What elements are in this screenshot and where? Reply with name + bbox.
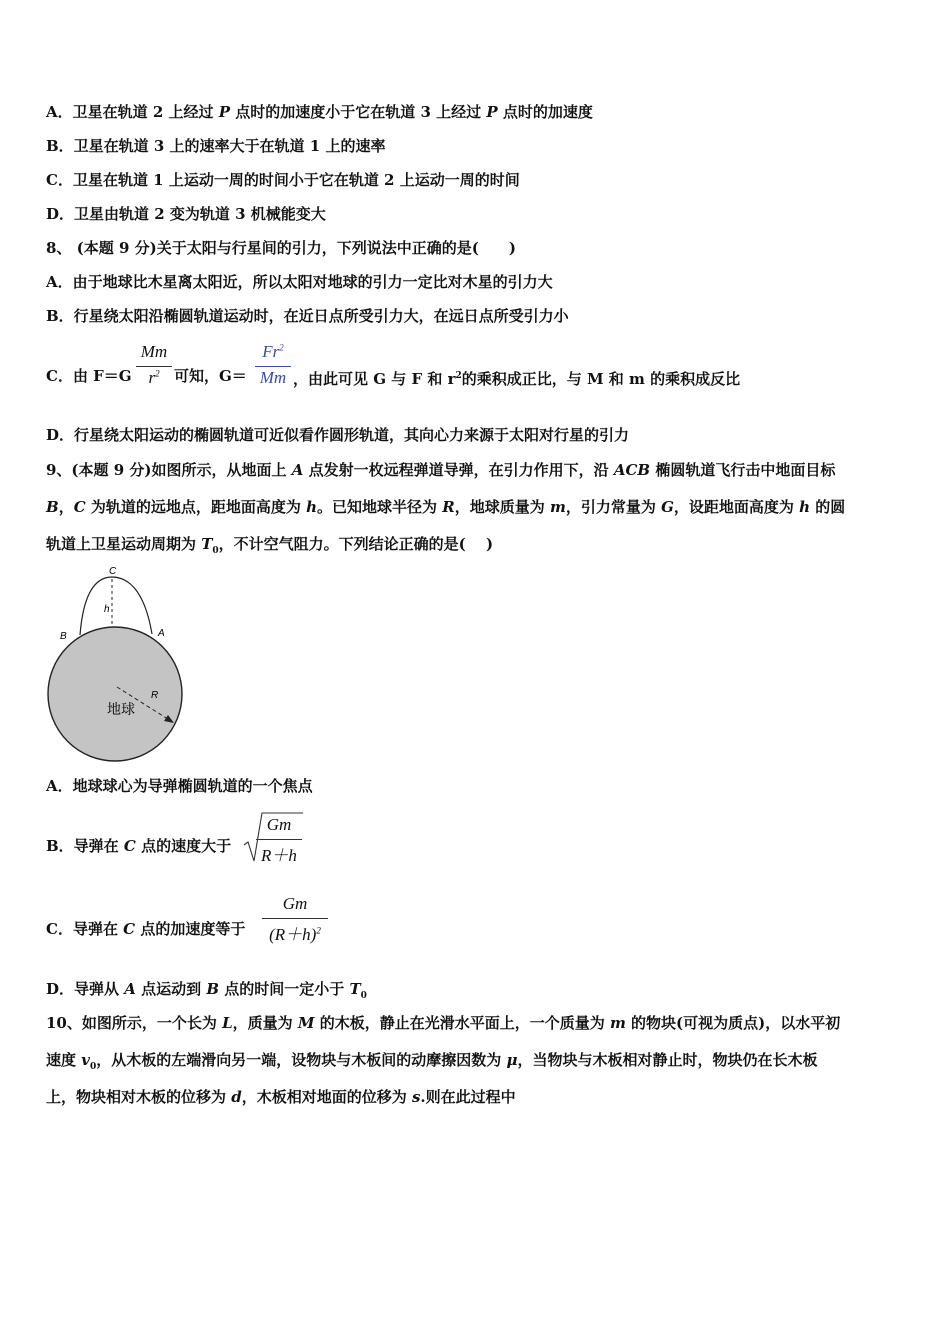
formula-numerator-2: Fr [262,342,280,361]
q8-stem: 8、 (本题 9 分)关于太阳与行星间的引力，下列说法中正确的是( ) [46,239,516,257]
q9-l2-f: ，设距地面高度为 [673,498,800,516]
q8-option-c [46,366,132,386]
q9-d-pre: D．导弹从 [46,980,125,998]
formula-fr2-over-mm [255,342,291,392]
missile-trajectory-arc [80,577,152,635]
q7-a-p: P [218,103,231,121]
q8-c-pre: C．由 F＝G [46,367,132,385]
q10-l2-v: v [81,1051,90,1069]
label-h: h [104,604,110,615]
formula-denominator: r [148,368,156,387]
q10-l1-c: 的木板，静止在光滑水平面上，一个质量为 [314,1014,610,1032]
q10-l2-sub: 0 [89,1062,97,1072]
q9-l2-G: G [661,498,674,516]
q9-l3-a: 轨道上卫星运动周期为 [46,535,202,553]
label-b: B [60,631,67,642]
q9-b-pre: B．导弹在 [46,837,124,855]
q9-d-mid: 点运动到 [135,980,207,998]
formula-sqrt-gm-over-rh [256,815,302,863]
q9-l1-c: 椭圆轨道飞行击中地面目标 [650,461,836,479]
q9-l3-T: T [201,535,213,553]
q7-option-b: B．卫星在轨道 3 上的速率大于在轨道 1 上的速率 [46,137,386,155]
q10-l3-a: 上，物块相对木板的位移为 [46,1088,232,1106]
q9-l2-h: h [306,498,318,516]
label-c: C [109,566,117,577]
accel-exponent: 2 [316,925,321,936]
q7-option-d: D．卫星由轨道 2 变为轨道 3 机械能变大 [46,205,326,223]
q9-stem-line-3 [46,534,493,561]
q9-c-pre: C．导弹在 [46,920,124,938]
q9-option-a: A．地球球心为导弹椭圆轨道的一个焦点 [46,777,313,795]
label-earth: 地球 [107,701,135,717]
formula-gm-over-rh2 [262,894,328,944]
q8-c-post-a: ，由此可见 G 与 F 和 r [293,370,456,388]
q10-stem-line-2 [46,1050,817,1077]
q10-stem-line-1 [46,1013,840,1033]
q10-l1-m: m [609,1014,626,1032]
q9-l2-d: ，地球质量为 [454,498,550,516]
q7-a-text: A．卫星在轨道 2 上经过 [46,103,219,121]
q10-l2-a: 速度 [46,1051,82,1069]
q9-l3-sub: 0 [212,546,219,556]
q9-d-B: B [206,980,220,998]
q9-l2-g: 的圆 [810,498,846,516]
label-a: A [158,628,165,639]
q10-l1-a: 10、如图所示，一个长为 [46,1014,223,1032]
q10-l3-c: .则在此过程中 [420,1088,516,1106]
q8-c-post-exp: 2 [455,371,462,381]
q9-b-C: C [123,837,136,855]
q10-l1-b: ，质量为 [232,1014,298,1032]
q10-l3-d: d [231,1088,242,1106]
q9-l2-b: 为轨道的远地点，距地面高度为 [85,498,307,516]
q9-l2-R: R [442,498,455,516]
sqrt-denominator: R＋h [261,846,297,865]
q8-c-mid: 可知，G＝ [174,367,247,385]
q10-l2-b: ，从木板的左端滑向另一端，设物块与木板间的动摩擦因数为 [96,1051,507,1069]
label-r: R [151,690,159,701]
q9-l2-C: C [73,498,86,516]
q10-l3-b: ，木板相对地面的位移为 [241,1088,412,1106]
q9-l2-e: ，引力常量为 [565,498,662,516]
q9-d-T: T [349,980,361,998]
q8-c-post-b: 的乘积成正比，与 M 和 m 的乘积成反比 [461,370,741,388]
q9-stem-line-1 [46,460,835,480]
earth-trajectory-figure [40,560,200,770]
formula-mm-over-r2 [136,342,172,392]
q7-a-post: 点时的加速度 [497,103,593,121]
q9-l1-a: 9、(本题 9 分)如图所示，从地面上 [46,461,292,479]
q7-option-a [46,102,593,122]
q9-c-C: C [123,920,136,938]
q9-d-post: 点的时间一定小于 [219,980,350,998]
q8-option-a: A．由于地球比木星离太阳近，所以太阳对地球的引力一定比对木星的引力大 [46,273,553,291]
formula-exponent-2: 2 [279,342,284,353]
earth-circle [48,627,182,761]
q10-l1-d: 的物块(可视为质点)，以水平初 [625,1014,841,1032]
q10-l2-mu: μ [506,1051,518,1069]
q9-option-d [46,979,367,1006]
q10-stem-line-3 [46,1087,516,1107]
q9-option-b [46,836,231,856]
q10-l2-c: ，当物块与木板相对静止时，物块仍在长木板 [517,1051,818,1069]
q9-l1-ACB: ACB [613,461,651,479]
q7-option-c: C．卫星在轨道 1 上运动一周的时间小于它在轨道 2 上运动一周的时间 [46,171,520,189]
q9-l2-h2: h [799,498,811,516]
q9-b-post: 点的速度大于 [135,837,232,855]
q9-l3-b: ，不计空气阻力。下列结论正确的是( ) [218,535,494,553]
q9-option-c [46,919,245,939]
q9-l2-a: ， [58,498,74,516]
q9-d-sub: 0 [360,991,367,1001]
q7-a-p2: P [486,103,498,121]
accel-numerator: Gm [282,894,308,913]
q7-a-mid: 点时的加速度小于它在轨道 3 上经过 [230,103,487,121]
q8-c-post [293,366,740,389]
q9-stem-line-2 [46,497,845,517]
q9-l2-B: B [46,498,59,516]
q10-l1-M: M [297,1014,315,1032]
q10-l3-s: s [411,1088,421,1106]
q9-l2-c: 。已知地球半径为 [317,498,443,516]
accel-denominator: (R＋h) [269,925,317,944]
q9-d-A: A [124,980,136,998]
q8-option-b: B．行星绕太阳沿椭圆轨道运动时，在近日点所受引力大，在远日点所受引力小 [46,307,569,325]
sqrt-numerator: Gm [266,815,292,834]
formula-denominator-2: Mm [259,368,287,387]
q9-l2-m: m [549,498,566,516]
q10-l1-L: L [222,1014,233,1032]
formula-numerator: Mm [140,342,168,361]
q9-l1-A: A [291,461,304,479]
q9-l1-b: 点发射一枚远程弹道导弹，在引力作用下，沿 [303,461,614,479]
q9-c-post: 点的加速度等于 [135,920,246,938]
formula-exponent: 2 [155,368,160,379]
q8-option-d: D．行星绕太阳运动的椭圆轨道可近似看作圆形轨道，其向心力来源于太阳对行星的引力 [46,426,630,444]
